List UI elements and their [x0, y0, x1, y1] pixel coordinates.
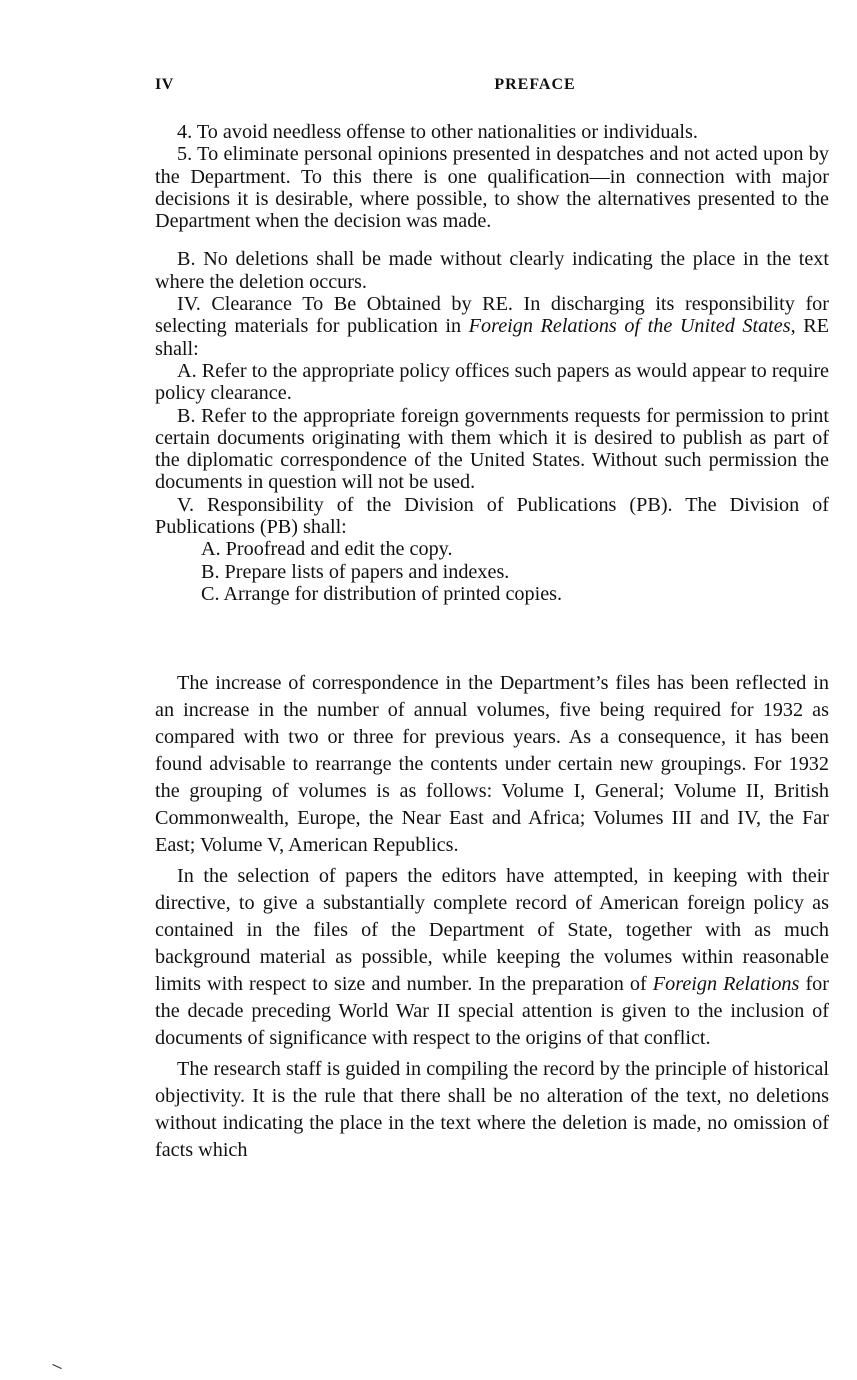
directive-v-item: C. Arrange for distribution of printed copies. [201, 582, 563, 605]
directive-item-4: 4. To avoid needless offense to other nationalities or individuals. [177, 121, 698, 143]
running-head [155, 76, 829, 100]
directive-item-5: 5. To eliminate personal opinions presented in despatches and not acted upon by the Department. To this there is one qualification—in connection with major decisions it is desirable, where possible, to show the alternatives presented to the Department when the decision was made. [155, 143, 829, 233]
preface-body [155, 670, 829, 1168]
selection-italic: Foreign Relations [652, 973, 800, 995]
section-iv-text: IV. Clearance To Be Obtained by RE. In discharging its responsibility for selecting materials for publication in [155, 293, 829, 338]
running-title: PREFACE [494, 76, 576, 93]
selection-text: In the selection of papers the editors have attempted, in keeping with their directive, to give a substantially complete record of American foreign policy as contained in the files of the Department of State, together with as much background material as possible, while keeping the volumes within reasonable limits with respect to size and number. In the preparation of [155, 865, 829, 995]
paragraph-selection [155, 863, 829, 1052]
directive-section-v: V. Responsibility of the Division of Publications (PB). The Division of Publications (PB) shall: [155, 493, 829, 539]
paragraph-volumes: The increase of correspondence in the Department’s files has been reflected in an increase in the number of annual volumes, five being required for 1932 as compared with two or three for previous years. As a consequence, it has been found advisable to rearrange the contents under certain new groupings. For 1932 the grouping of volumes is as follows: Volume I, General; Volume II, British Commonwealth, Europe, the Near East and Africa; Volumes III and IV, the Far East; Volume V, American Republics. [155, 672, 829, 856]
page-number: IV [155, 76, 174, 93]
section-iv-tail: , RE shall: [155, 315, 830, 360]
directive-v-item: A. Proofread and edit the copy. [201, 538, 453, 561]
directive-iv-a: A. Refer to the appropriate policy offices such papers as would appear to require policy clearance. [155, 359, 829, 405]
stray-mark [52, 1364, 61, 1369]
selection-tail: for the decade preceding World War II special attention is given to the inclusion of documents of significance with respect to the origins of that conflict. [155, 973, 829, 1049]
directive-section-iv [155, 293, 829, 360]
directive-section-b: B. No deletions shall be made without clearly indicating the place in the text where the deletion occurs. [155, 248, 829, 293]
paragraph-research: The research staff is guided in compiling the record by the principle of historical objectivity. It is the rule that there shall be no alteration of the text, no deletions without indicating the place in the text where the deletion is made, no omission of facts which [155, 1058, 829, 1161]
section-iv-title-italic: Foreign Relations of the United States [468, 315, 791, 338]
directive-iv-b: B. Refer to the appropriate foreign governments requests for permission to print certain documents originating with them which it is desired to publish as part of the diplomatic correspondence of the United States. Without such permission the documents in question will not be used. [155, 404, 829, 494]
directive-block [155, 121, 829, 605]
directive-v-item: B. Prepare lists of papers and indexes. [201, 560, 510, 583]
